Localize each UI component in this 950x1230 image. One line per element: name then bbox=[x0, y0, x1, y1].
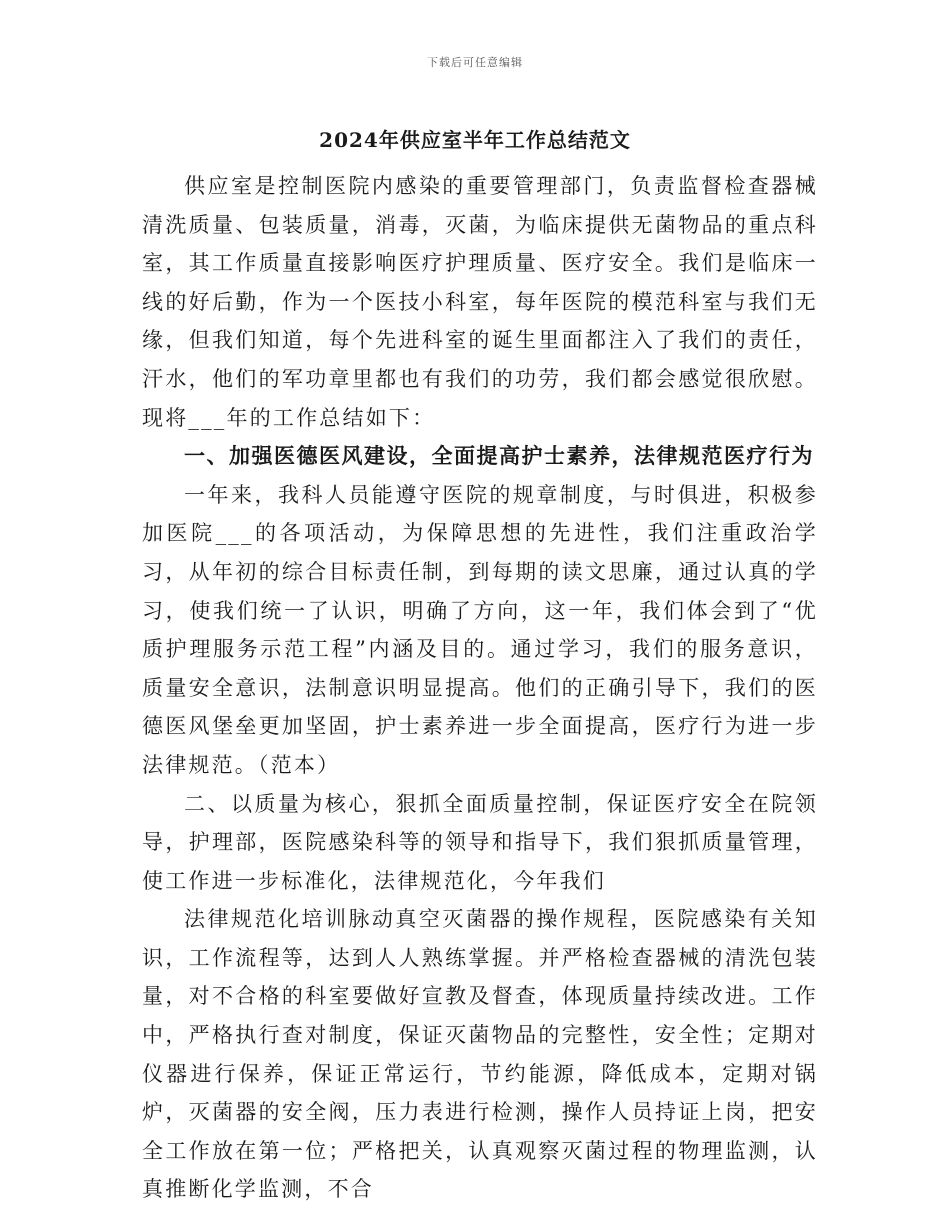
document-body bbox=[142, 167, 818, 1209]
paragraph-intro: 供应室是控制医院内感染的重要管理部门，负责监督检查器械清洗质量、包装质量，消毒，灭菌，为临床提供无菌物品的重点科室，其工作质量直接影响医疗护理质量、医疗安全。我们是临床一线的好后勤，作为一个医技小科室，每年医院的模范科室与我们无缘，但我们知道，每个先进科室的诞生里面都注入了我们的责任，汗水，他们的军功章里都也有我们的功劳，我们都会感觉很欣慰。现将___年的工作总结如下： bbox=[142, 174, 818, 430]
paragraph-section-2: 二、以质量为核心，狠抓全面质量控制，保证医疗安全在院领导，护理部，医院感染科等的领导和指导下，我们狠抓质量管理，使工作进一步标准化，法律规范化，今年我们 bbox=[142, 791, 818, 893]
paragraph-section-1: 一年来，我科人员能遵守医院的规章制度，与时俱进，积极参加医院___的各项活动，为保障思想的先进性，我们注重政治学习，从年初的综合目标责任制，到每期的读文思廉，通过认真的学习，使我们统一了认识，明确了方向，这一年，我们体会到了“优质护理服务示范工程”内涵及目的。通过学习，我们的服务意识，质量安全意识，法制意识明显提高。他们的正确引导下，我们的医德医风堡垒更加坚固，护士素养进一步全面提高，医疗行为进一步法律规范。（范本） bbox=[142, 482, 818, 777]
paragraph-section-2-continued: 法律规范化培训脉动真空灭菌器的操作规程，医院感染有关知识，工作流程等，达到人人熟练掌握。并严格检查器械的清洗包装量，对不合格的科室要做好宣教及督查，体现质量持续改进。工作中，严格执行查对制度，保证灭菌物品的完整性，安全性；定期对仪器进行保养，保证正常运行，节约能源，降低成本，定期对锅炉，灭菌器的安全阀，压力表进行检测，操作人员持证上岗，把安全工作放在第一位；严格把关，认真观察灭菌过程的物理监测，认真推断化学监测，不合 bbox=[142, 907, 818, 1202]
document-title: 2024年供应室半年工作总结范文 bbox=[319, 128, 631, 152]
section-heading-1: 一、加强医德医风建设，全面提高护士素养，法律规范医疗行为 bbox=[184, 443, 814, 469]
page-header-note: 下载后可任意编辑 bbox=[427, 56, 523, 69]
